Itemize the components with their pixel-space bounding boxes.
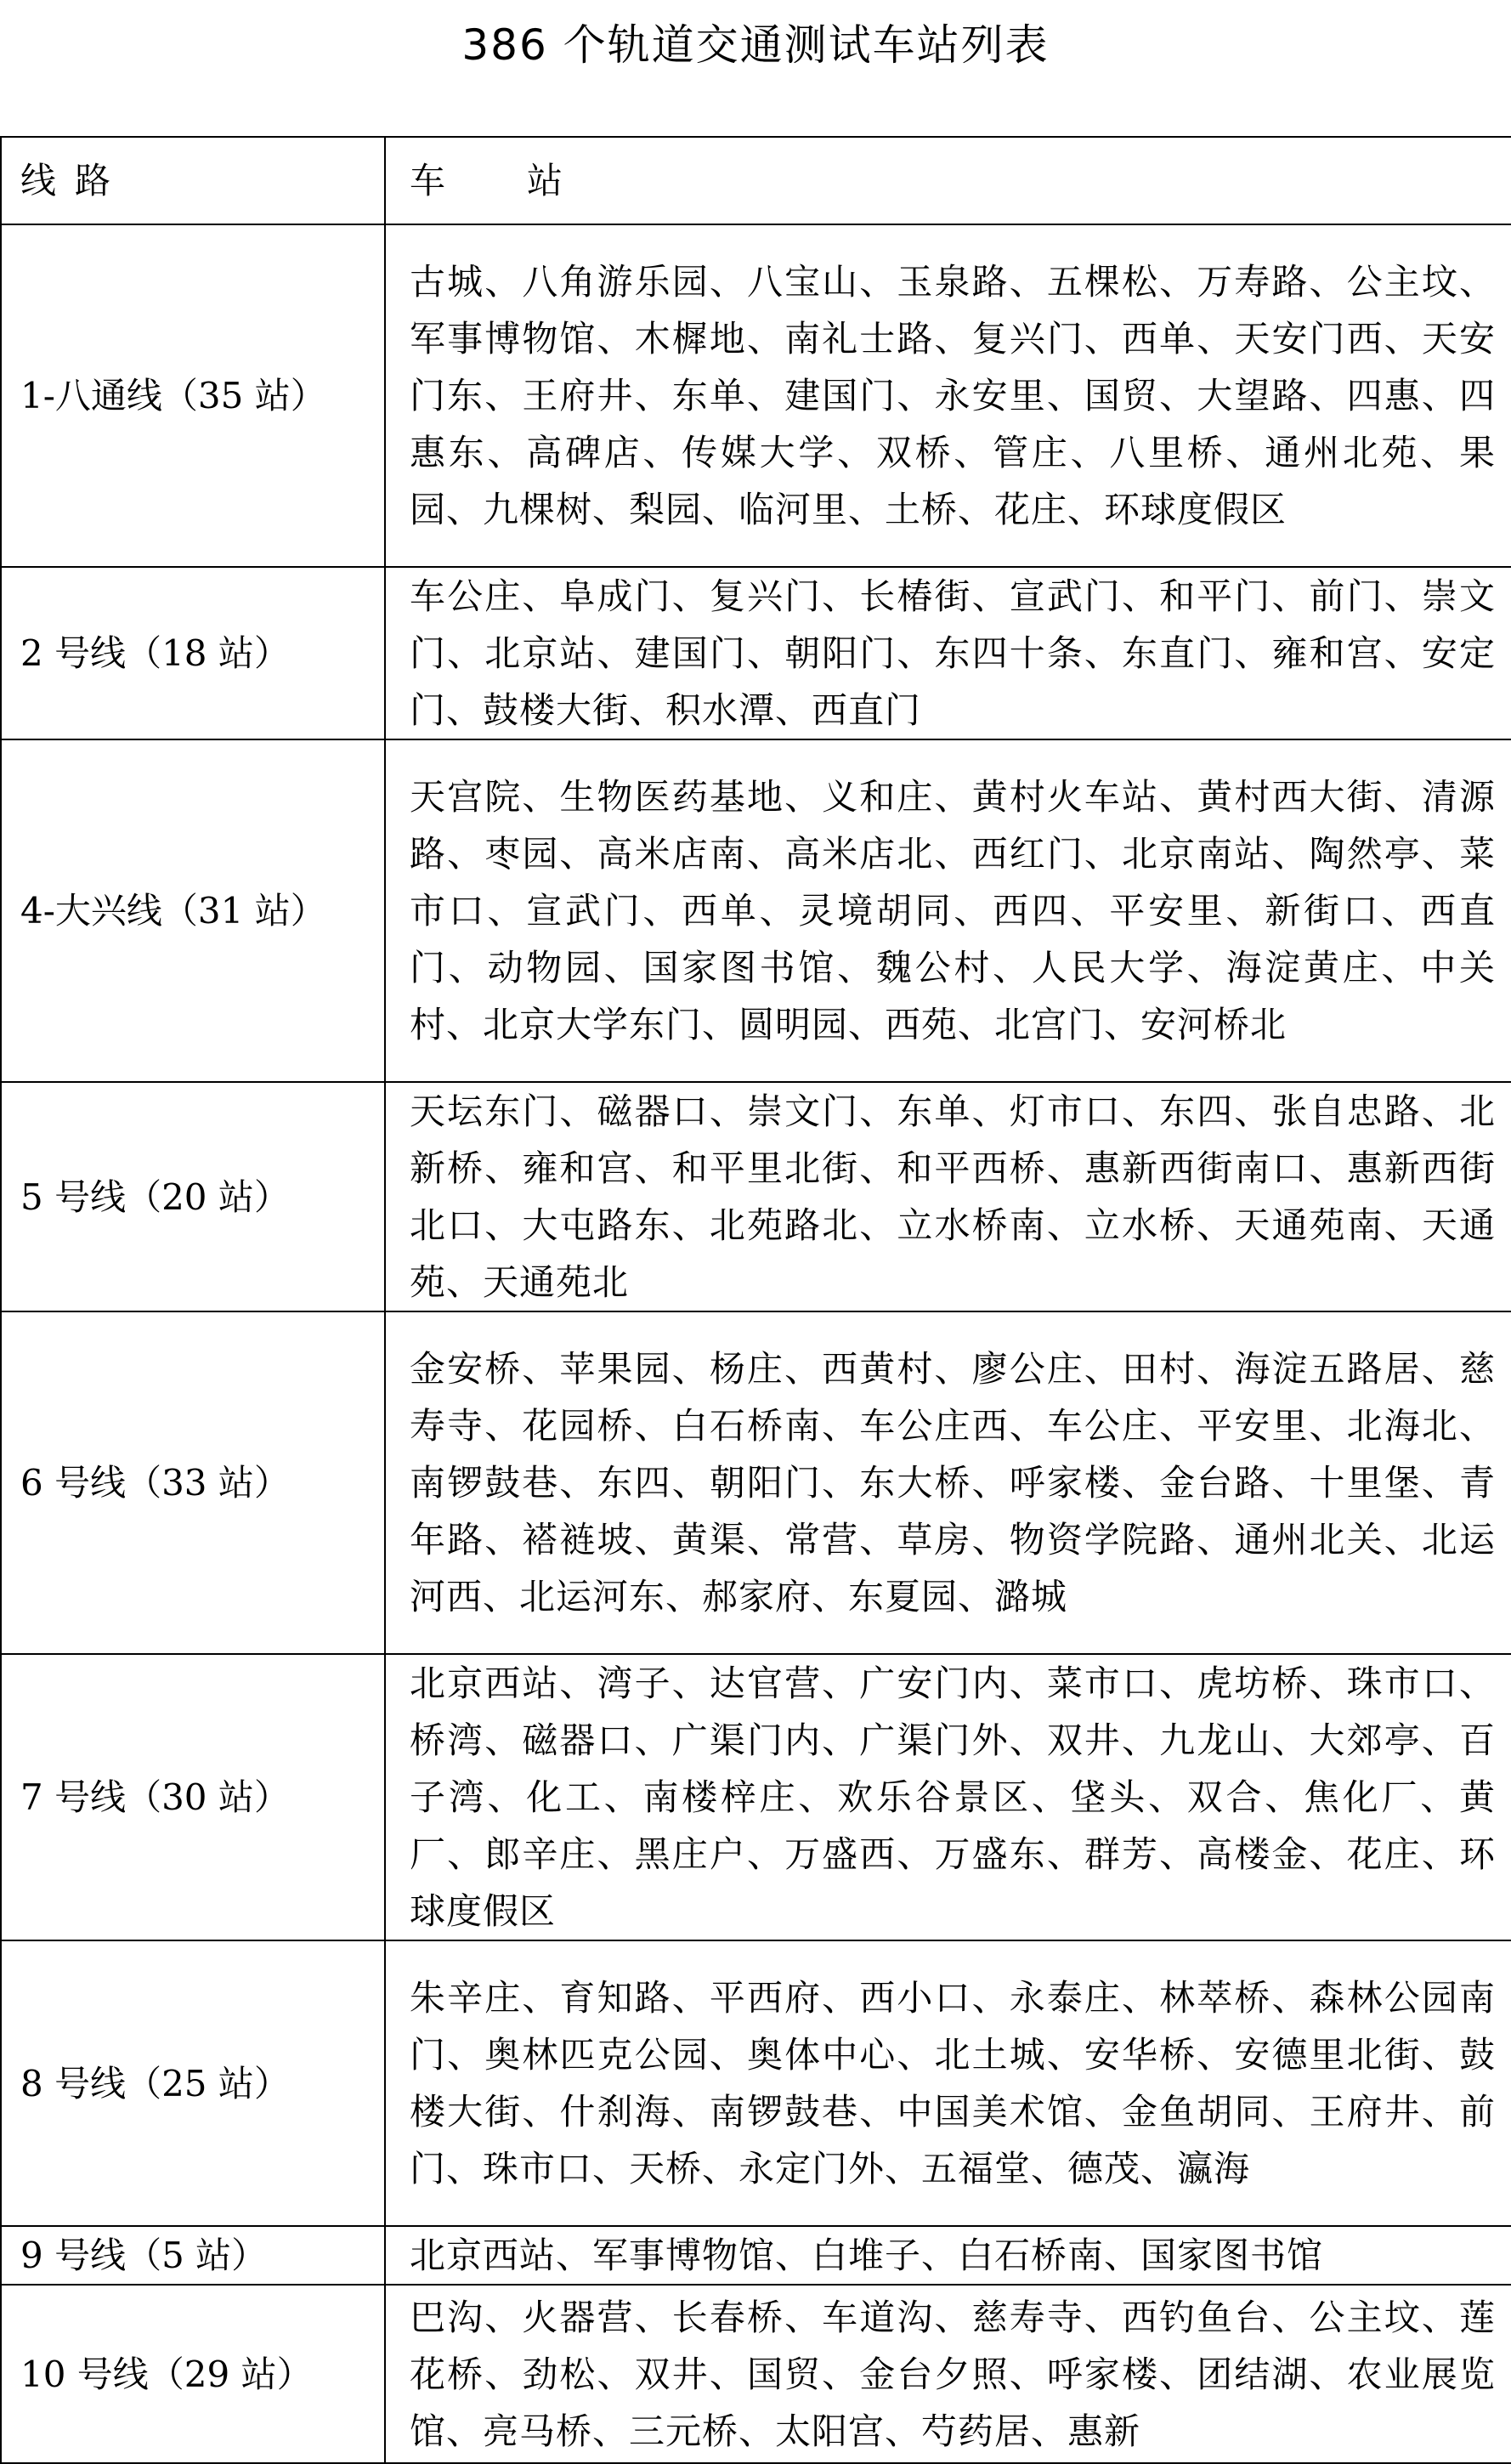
station-list: 北京西站、军事博物馆、白堆子、白石桥南、国家图书馆 xyxy=(385,2226,1511,2285)
table-row xyxy=(1,1082,1511,1311)
page-title: 386 个轨道交通测试车站列表 xyxy=(461,20,1050,70)
line-name: 2 号线（18 站） xyxy=(1,567,385,739)
table-row xyxy=(1,739,1511,1082)
line-name: 1-八通线（35 站） xyxy=(1,224,385,567)
table-row xyxy=(1,2226,1511,2285)
station-list: 金安桥、苹果园、杨庄、西黄村、廖公庄、田村、海淀五路居、慈寿寺、花园桥、白石桥南、车公庄西、车公庄、平安里、北海北、南锣鼓巷、东四、朝阳门、东大桥、呼家楼、金台路、十里堡、青年路、褡裢坡、黄渠、常营、草房、物资学院路、通州北关、北运河西、北运河东、郝家府、东夏园、潞城 xyxy=(385,1311,1511,1654)
line-name: 8 号线（25 站） xyxy=(1,1940,385,2226)
table-header-row xyxy=(1,137,1511,224)
line-name: 10 号线（29 站） xyxy=(1,2285,385,2463)
station-table xyxy=(0,136,1511,2464)
table-row xyxy=(1,1940,1511,2226)
table-row xyxy=(1,567,1511,739)
table-row xyxy=(1,224,1511,567)
line-name: 4-大兴线（31 站） xyxy=(1,739,385,1082)
station-list: 巴沟、火器营、长春桥、车道沟、慈寿寺、西钓鱼台、公主坟、莲花桥、劲松、双井、国贸、金台夕照、呼家楼、团结湖、农业展览馆、亮马桥、三元桥、太阳宫、芍药居、惠新 xyxy=(385,2285,1511,2463)
station-list: 古城、八角游乐园、八宝山、玉泉路、五棵松、万寿路、公主坟、军事博物馆、木樨地、南礼士路、复兴门、西单、天安门西、天安门东、王府井、东单、建国门、永安里、国贸、大望路、四惠、四惠东、高碑店、传媒大学、双桥、管庄、八里桥、通州北苑、果园、九棵树、梨园、临河里、土桥、花庄、环球度假区 xyxy=(385,224,1511,567)
table-row xyxy=(1,1654,1511,1940)
table-row xyxy=(1,2285,1511,2463)
line-name: 5 号线（20 站） xyxy=(1,1082,385,1311)
station-list: 北京西站、湾子、达官营、广安门内、菜市口、虎坊桥、珠市口、桥湾、磁器口、广渠门内、广渠门外、双井、九龙山、大郊亭、百子湾、化工、南楼梓庄、欢乐谷景区、垡头、双合、焦化厂、黄厂、郎辛庄、黑庄户、万盛西、万盛东、群芳、高楼金、花庄、环球度假区 xyxy=(385,1654,1511,1940)
station-list: 朱辛庄、育知路、平西府、西小口、永泰庄、林萃桥、森林公园南门、奥林匹克公园、奥体中心、北土城、安华桥、安德里北街、鼓楼大街、什刹海、南锣鼓巷、中国美术馆、金鱼胡同、王府井、前门、珠市口、天桥、永定门外、五福堂、德茂、瀛海 xyxy=(385,1940,1511,2226)
line-name: 9 号线（5 站） xyxy=(1,2226,385,2285)
header-stations: 车站 xyxy=(385,137,1511,224)
table-row xyxy=(1,1311,1511,1654)
station-list: 车公庄、阜成门、复兴门、长椿街、宣武门、和平门、前门、崇文门、北京站、建国门、朝阳门、东四十条、东直门、雍和宫、安定门、鼓楼大街、积水潭、西直门 xyxy=(385,567,1511,739)
line-name: 6 号线（33 站） xyxy=(1,1311,385,1654)
header-line: 线路 xyxy=(1,137,385,224)
line-name: 7 号线（30 站） xyxy=(1,1654,385,1940)
station-list: 天坛东门、磁器口、崇文门、东单、灯市口、东四、张自忠路、北新桥、雍和宫、和平里北街、和平西桥、惠新西街南口、惠新西街北口、大屯路东、北苑路北、立水桥南、立水桥、天通苑南、天通苑、天通苑北 xyxy=(385,1082,1511,1311)
station-list: 天宫院、生物医药基地、义和庄、黄村火车站、黄村西大街、清源路、枣园、高米店南、高米店北、西红门、北京南站、陶然亭、菜市口、宣武门、西单、灵境胡同、西四、平安里、新街口、西直门、动物园、国家图书馆、魏公村、人民大学、海淀黄庄、中关村、北京大学东门、圆明园、西苑、北宫门、安河桥北 xyxy=(385,739,1511,1082)
